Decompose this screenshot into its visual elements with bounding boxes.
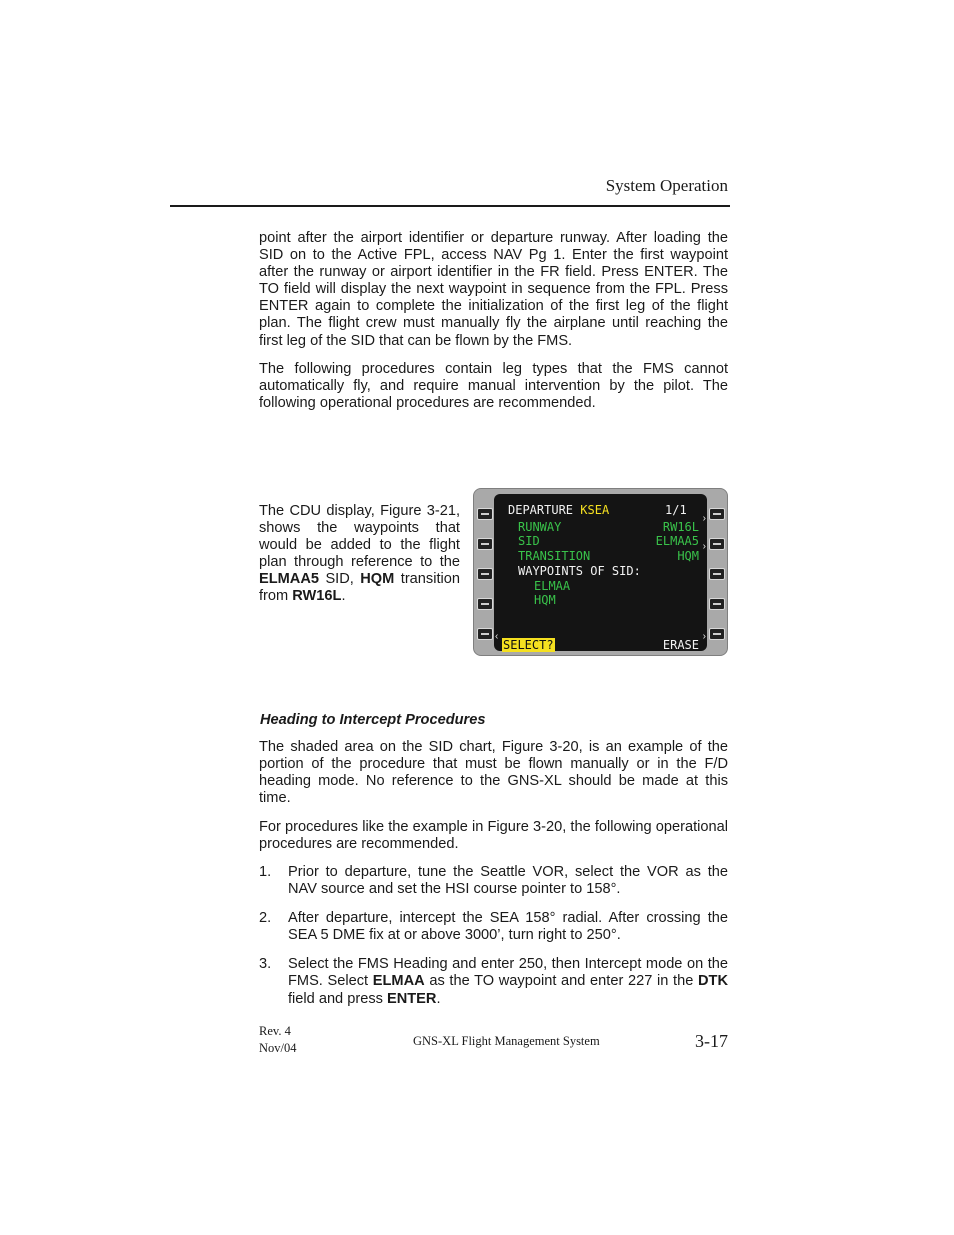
list-bold-key: ENTER bbox=[386, 990, 437, 1007]
cdu-erase-prompt[interactable]: ERASE bbox=[662, 638, 699, 652]
lsk-left-1[interactable] bbox=[477, 508, 493, 520]
list-text: Prior to departure, tune the Seattle VOR, select the VOR as the NAV source and set the HSI course pointer to 158°. bbox=[288, 864, 728, 898]
figure-caption-text bbox=[259, 503, 460, 606]
caption-bold-transition: HQM bbox=[360, 571, 395, 588]
lsk-left-4[interactable] bbox=[477, 598, 493, 610]
cdu-waypoint-1: ELMAA bbox=[534, 579, 571, 593]
cdu-airport: KSEA bbox=[580, 503, 610, 517]
cdu-page-number: 1/1 bbox=[665, 503, 687, 517]
lsk-left-2[interactable] bbox=[477, 538, 493, 550]
caption-text-1: The CDU display, Figure 3-21, shows the waypoints that would be added to the flight plan through reference to the bbox=[259, 503, 460, 571]
cdu-waypoints-label: WAYPOINTS OF SID: bbox=[518, 564, 641, 578]
list-text-part: . bbox=[436, 990, 441, 1007]
cdu-transition-value: HQM bbox=[677, 549, 699, 563]
lsk-left-3[interactable] bbox=[477, 568, 493, 580]
page-number: 3-17 bbox=[695, 1031, 728, 1051]
list-item bbox=[259, 910, 728, 944]
caption-text-2: SID, bbox=[319, 571, 361, 588]
list-text-part: as the TO waypoint and enter 227 in the bbox=[424, 973, 698, 990]
footer-rev-number: Rev. 4 bbox=[259, 1024, 291, 1038]
cdu-sid-label: SID bbox=[518, 534, 540, 548]
footer-revision bbox=[259, 1023, 297, 1057]
cdu-runway-value: RW16L bbox=[662, 520, 699, 534]
caption-text-3: transition from bbox=[259, 571, 460, 605]
chevron-right-icon: › bbox=[702, 631, 706, 642]
list-number: 1. bbox=[259, 864, 272, 880]
lsk-right-4[interactable] bbox=[709, 598, 725, 610]
cdu-display bbox=[473, 488, 728, 656]
list-item bbox=[259, 864, 728, 898]
cdu-transition-label: TRANSITION bbox=[518, 549, 591, 563]
list-text bbox=[288, 956, 728, 1006]
list-bold-waypoint: ELMAA bbox=[372, 973, 425, 990]
paragraph-shaded-area: The shaded area on the SID chart, Figure 3-20, is an example of the portion of the procedure that must be flown manually or in the F/D heading mode. No reference to the GNS-XL should be made at this time. bbox=[259, 739, 728, 807]
section-heading: Heading to Intercept Procedures bbox=[260, 712, 486, 728]
cdu-select-prompt[interactable] bbox=[502, 638, 555, 652]
cdu-runway-label: RUNWAY bbox=[518, 520, 562, 534]
list-number: 2. bbox=[259, 910, 272, 927]
lsk-right-3[interactable] bbox=[709, 568, 725, 580]
chevron-right-icon: › bbox=[702, 513, 706, 524]
procedure-list bbox=[259, 864, 728, 1020]
list-number: 3. bbox=[259, 956, 272, 973]
cdu-title bbox=[508, 503, 609, 517]
chevron-left-icon: ‹ bbox=[495, 631, 499, 642]
footer-manual-title: GNS-XL Flight Management System bbox=[413, 1034, 600, 1048]
cdu-select-label: SELECT? bbox=[503, 638, 554, 652]
list-text-part: Select the FMS Heading and enter 250, then Intercept mode on the FMS. Select bbox=[288, 956, 728, 990]
cdu-waypoint-2: HQM bbox=[534, 593, 556, 607]
chevron-right-icon: › bbox=[702, 541, 706, 552]
list-text: After departure, intercept the SEA 158° radial. After crossing the SEA 5 DME fix at or above 3000’, turn right to 250°. bbox=[288, 910, 728, 944]
cdu-sid-value: ELMAA5 bbox=[655, 534, 699, 548]
header-divider bbox=[170, 205, 730, 207]
list-bold-field: DTK bbox=[698, 973, 728, 990]
list-item bbox=[259, 956, 728, 1007]
list-text-part: field and press bbox=[288, 990, 387, 1007]
cdu-title-text: DEPARTURE bbox=[508, 503, 574, 517]
cdu-screen bbox=[494, 494, 707, 651]
running-header: System Operation bbox=[605, 176, 728, 195]
caption-bold-runway: RW16L bbox=[292, 588, 342, 605]
caption-bold-sid: ELMAA5 bbox=[259, 571, 319, 588]
paragraph-procedures-intro: For procedures like the example in Figure 3-20, the following operational procedures are recommended. bbox=[259, 819, 728, 853]
caption-text-4: . bbox=[341, 588, 346, 605]
lsk-right-5[interactable] bbox=[709, 628, 725, 640]
lsk-right-1[interactable] bbox=[709, 508, 725, 520]
footer-date: Nov/04 bbox=[259, 1041, 297, 1055]
paragraph-sid-loading: point after the airport identifier or departure runway. After loading the SID on to the Active FPL, access NAV Pg 1. Enter the first waypoint after the runway or airport identifier in the FR field. Press ENTER. The TO field will display the next waypoint in sequence from the FPL. Press ENTER again to complete the initialization of the first leg of the flight plan. The flight crew must manually fly the airplane until reaching the first leg of the SID that can be flown by the FMS. bbox=[259, 230, 728, 349]
lsk-left-5[interactable] bbox=[477, 628, 493, 640]
lsk-right-2[interactable] bbox=[709, 538, 725, 550]
paragraph-manual-intervention: The following procedures contain leg types that the FMS cannot automatically fly, and require manual intervention by the pilot. The following operational procedures are recommended. bbox=[259, 361, 728, 412]
